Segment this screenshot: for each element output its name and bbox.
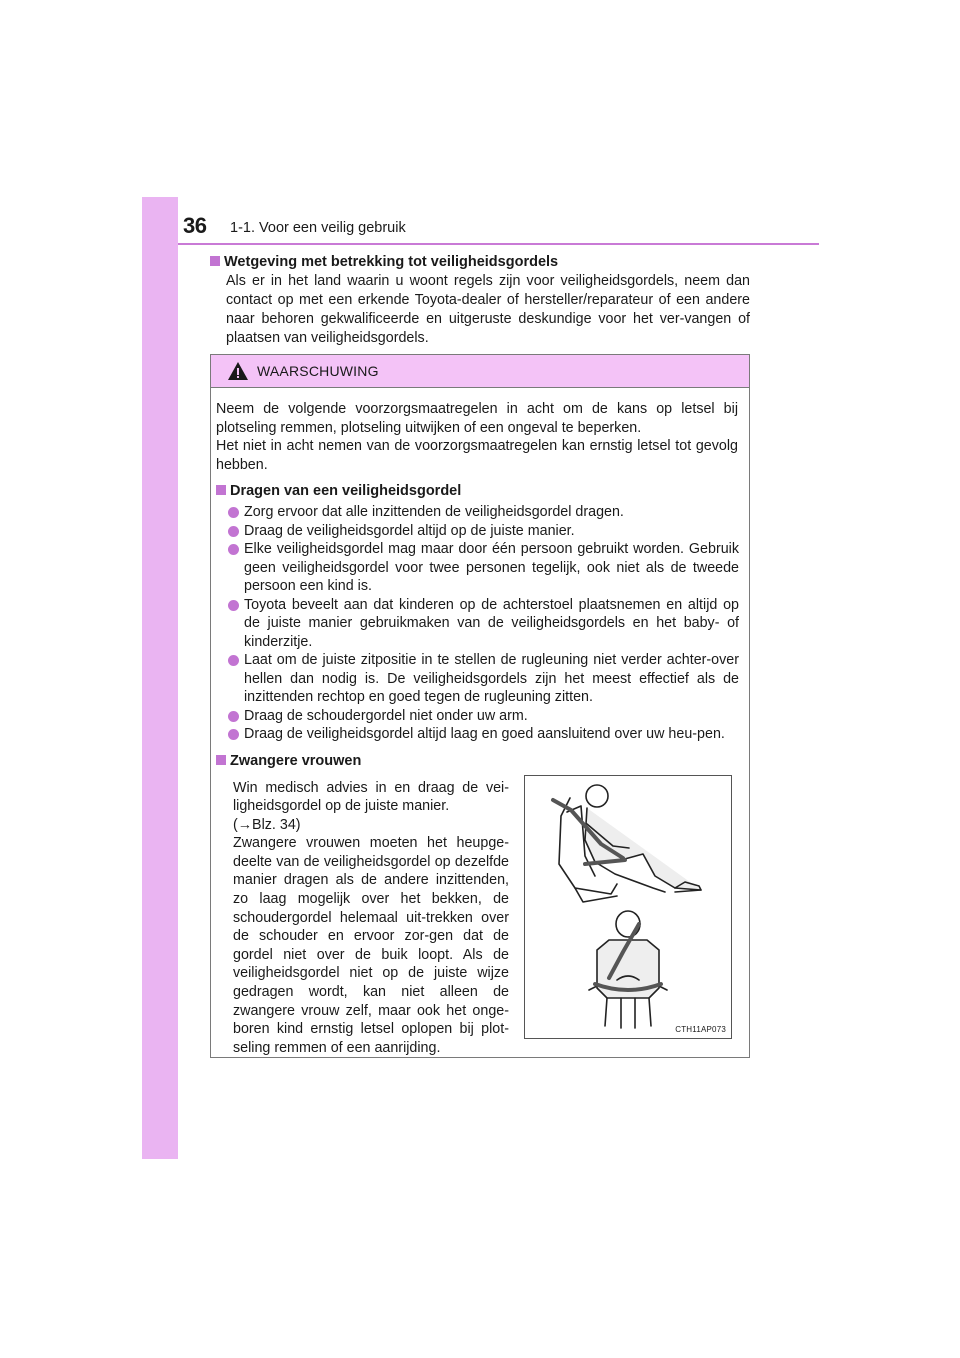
square-bullet-icon [216,755,226,765]
pregnant-heading-text: Zwangere vrouwen [230,752,362,769]
wearing-section [216,483,739,744]
header-rule [178,243,819,245]
illustration-drawing [525,776,731,1038]
pregnant-text [233,779,509,1058]
dot-bullet-icon [228,526,239,537]
square-bullet-icon [216,485,226,495]
list-item-text: Elke veiligheidsgordel mag maar door één persoon gebruikt worden. Gebruik geen veiligheidsgordel voor twee personen tegelijk, ook niet als de tweede persoon een kind is. [244,541,739,594]
warning-label: WAARSCHUWING [257,363,379,379]
list-item-text: Draag de veiligheidsgordel altijd op de juiste manier. [244,522,575,539]
list-item-text: Toyota beveelt aan dat kinderen op de achterstoel plaatsnemen en altijd op de juiste manier gebruikmaken van de veiligheidsgordels en het baby- of kinderzitje. [244,596,739,650]
wearing-heading-text: Dragen van een veiligheidsgordel [230,483,462,499]
list-item-text: Zorg ervoor dat alle inzittenden de veiligheidsgordel dragen. [244,504,624,520]
legislation-heading-text: Wetgeving met betrekking tot veiligheidsgordels [224,254,559,270]
chapter-side-tab [142,197,178,1159]
list-item-text: Draag de veiligheidsgordel altijd laag en goed aansluitend over uw heu-pen. [244,726,725,742]
list-item [216,707,739,726]
list-item-text: Draag de schoudergordel niet onder uw arm. [244,707,528,724]
chapter-title: 1-1. Voor een veilig gebruik [230,220,406,236]
dot-bullet-icon [228,711,239,722]
dot-bullet-icon [228,729,239,740]
legislation-text: Als er in het land waarin u woont regels zijn voor veiligheidsgordels, neem dan contact op met een erkende Toyota-dealer of hersteller/reparateur of een andere naar behoren gekwalificeerde en uitgeruste deskundige voor het ver-vangen of plaatsen van veiligheidsgordels. [226,273,750,346]
list-item [216,503,739,522]
illustration-code: CTH11AP073 [675,1025,726,1034]
list-item-text: Laat om de juiste zitpositie in te stellen de rugleuning niet verder achter-over hellen dan nodig is. De veiligheidsgordels zijn het meest effectief als de inzittenden rechtop en goed tegen de rugleuning zitten. [244,652,739,705]
warning-box [210,354,750,1058]
warning-header [211,355,749,388]
list-item [216,596,739,652]
wearing-heading [216,483,739,499]
warning-intro-2: Het niet in acht nemen van de voorzorgsmaatregelen kan ernstig letsel tot gevolg hebben. [216,438,738,473]
legislation-section [210,254,750,348]
legislation-heading [210,254,750,270]
wearing-list [216,503,739,744]
pregnant-text-3: Zwangere vrouwen moeten het heupge-deelte van de veiligheidsgordel op dezelfde manier dragen als de andere inzittenden, zo laag mogelijk over het bekken, de schoudergordel helemaal uit-trekken over de schouder en ervoor zor-gen dat de gordel niet over de buik loopt. Als de veiligheidsgordel niet op de juiste wijze gedragen wordt, kan niet alleen de zwangere vrouw zelf, maar ook het onge-boren kind ernstig letsel oplopen bij plot-seling remmen of een aanrijding. [233,835,509,1056]
page-number: 36 [183,213,207,238]
pregnant-text-1: Win medisch advies in en draag de vei-ligheidsgordel op de juiste manier. [233,779,509,815]
list-item [216,522,739,541]
pregnant-heading [216,753,739,769]
page-reference: (→Blz. 34) [233,816,301,833]
square-bullet-icon [210,256,220,266]
warning-intro-1: Neem de volgende voorzorgsmaatregelen in acht om de kans op letsel bij plotseling remmen, plotseling uitwijken of een ongeval te beperken. [216,401,738,436]
list-item [216,540,739,596]
pregnant-seatbelt-illustration [524,775,732,1039]
dot-bullet-icon [228,600,239,611]
dot-bullet-icon [228,544,239,555]
dot-bullet-icon [228,507,239,518]
list-item [216,651,739,707]
list-item [216,725,739,744]
warning-triangle-icon [227,361,249,381]
dot-bullet-icon [228,655,239,666]
